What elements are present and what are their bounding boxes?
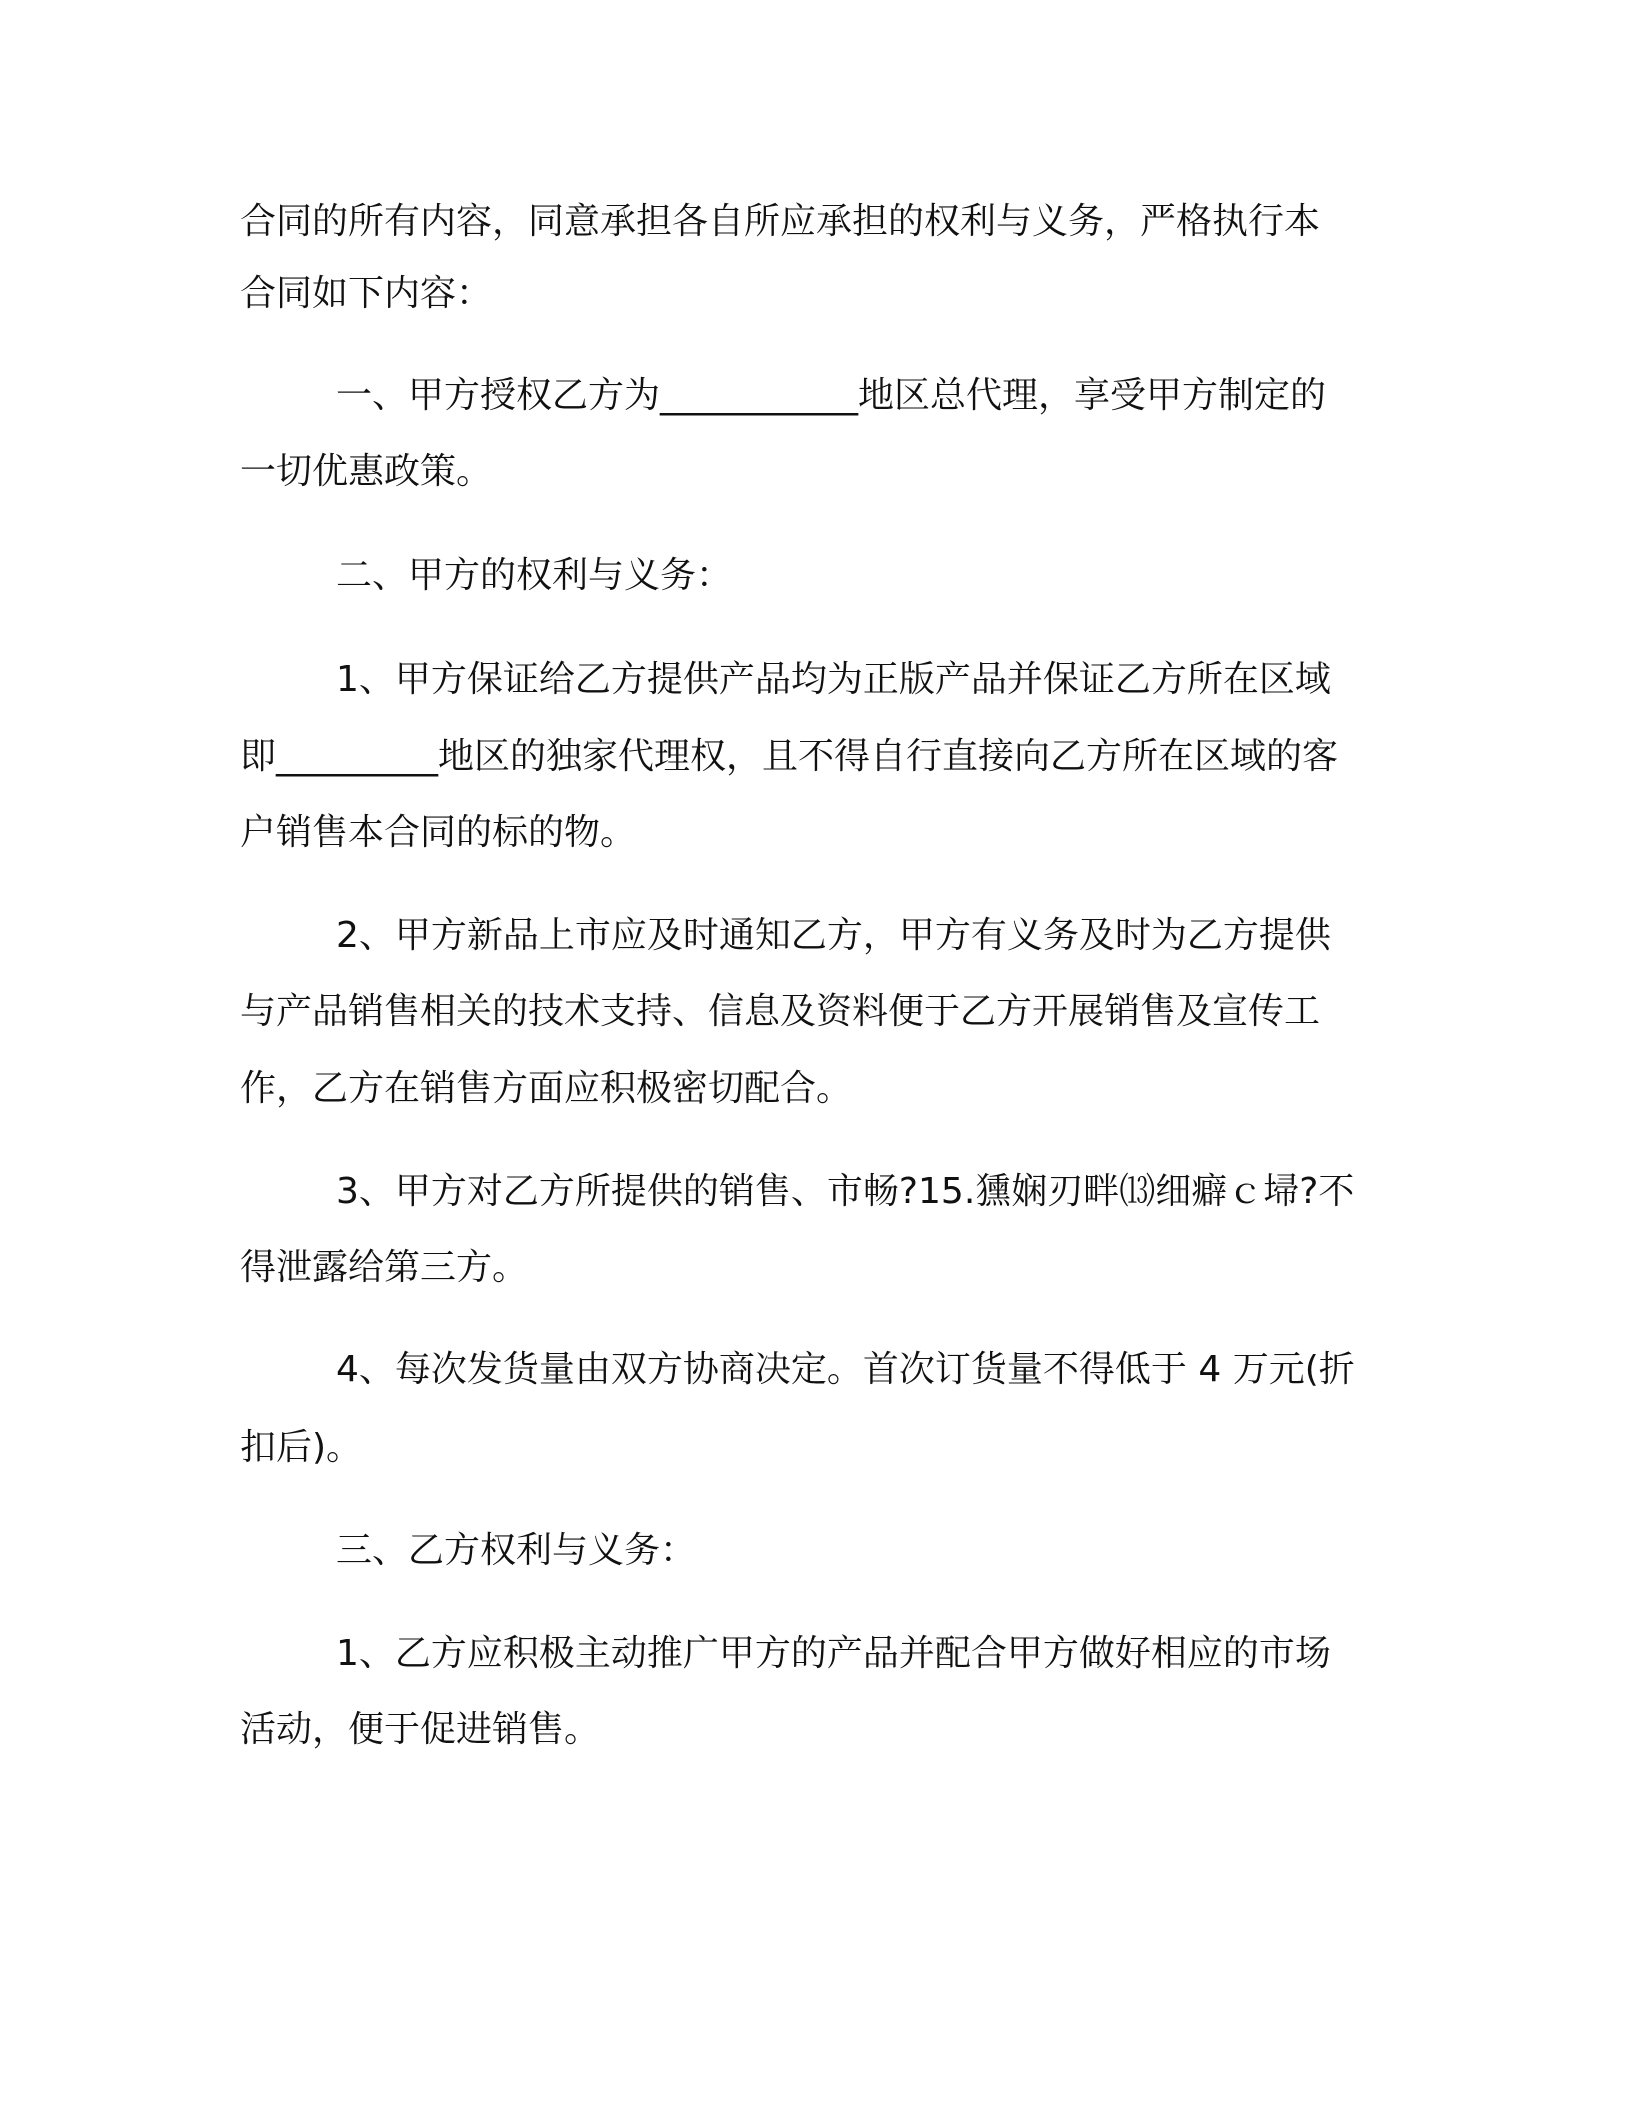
text-line: 合同的所有内容，同意承担各自所应承担的权利与义务，严格执行本 [240,201,1321,242]
clause-3-1: 1、乙方应积极主动推广甲方的产品并配合甲方做好相应的市场 [336,1633,1331,1674]
clause-2-4: 4、每次发货量由双方协商决定。首次订货量不得低于 4 万元(折 [336,1349,1355,1390]
text-line: 户销售本合同的标的物。 [240,812,637,853]
text-line: 作，乙方在销售方面应积极密切配合。 [240,1068,853,1109]
text-line: 活动，便于促进销售。 [240,1709,601,1750]
clause-2-1: 1、甲方保证给乙方提供产品均为正版产品并保证乙方所在区域 [336,659,1331,700]
section-three-heading: 三、乙方权利与义务： [336,1530,697,1571]
text-line: 得泄露给第三方。 [240,1247,529,1288]
clause-2-3: 3、甲方对乙方所提供的销售、市畅?15.獯娴刃畔⒀细癖ｃ埽?不 [336,1171,1355,1212]
text-line: 即_________地区的独家代理权，且不得自行直接向乙方所在区域的客 [240,736,1339,777]
text-line: 合同如下内容： [240,273,493,314]
section-one-heading: 一、甲方授权乙方为___________地区总代理，享受甲方制定的 [336,375,1327,416]
text-line: 与产品销售相关的技术支持、信息及资料便于乙方开展销售及宣传工 [240,991,1321,1032]
section-two-heading: 二、甲方的权利与义务： [336,555,733,596]
text-line: 一切优惠政策。 [240,451,493,492]
text-line: 扣后)。 [240,1427,363,1468]
clause-2-2: 2、甲方新品上市应及时通知乙方，甲方有义务及时为乙方提供 [336,915,1331,956]
